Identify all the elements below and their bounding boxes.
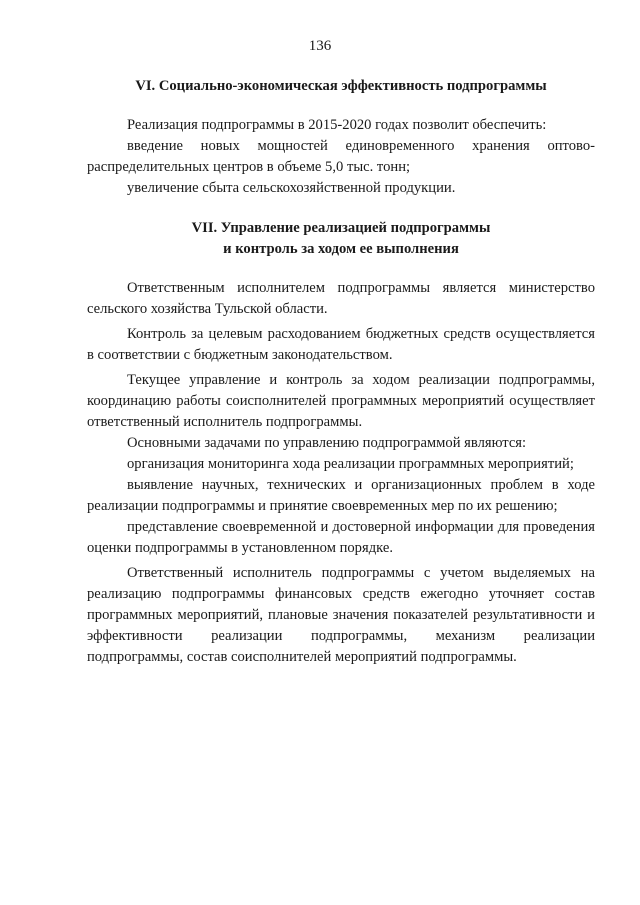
section-7-heading-line-2: и контроль за ходом ее выполнения bbox=[223, 241, 459, 257]
section-7-paragraph-5: организация мониторинга хода реализации программных мероприятий; bbox=[127, 456, 574, 472]
page-content bbox=[87, 76, 595, 668]
section-7-paragraph-4: Основными задачами по управлению подпрограммой являются: bbox=[127, 435, 527, 451]
section-7-paragraph-3: Текущее управление и контроль за ходом реализации подпрограммы, координацию работы соисполнителей программных мероприятий осуществляет ответственный исполнитель подпрограммы. bbox=[87, 372, 595, 430]
section-6-heading: VI. Социально-экономическая эффективность подпрограммы bbox=[135, 78, 547, 94]
section-7-paragraph-8: Ответственный исполнитель подпрограммы с учетом выделяемых на реализацию подпрограммы финансовых средств ежегодно уточняет состав программных мероприятий, плановые значения показателей результативности и эффективности реализации подпрограммы, механизм реализации подпрограммы, состав соисполнителей мероприятий подпрограммы. bbox=[87, 565, 595, 665]
page-number: 136 bbox=[308, 38, 332, 54]
section-7-paragraph-6: выявление научных, технических и организационных проблем в ходе реализации подпрограммы и принятие своевременных мер по их решению; bbox=[87, 477, 595, 514]
section-7-heading-line-1: VII. Управление реализацией подпрограммы bbox=[191, 220, 491, 236]
section-7-heading bbox=[87, 218, 595, 260]
section-7-paragraph-7: представление своевременной и достоверной информации для проведения оценки подпрограммы в установленном порядке. bbox=[87, 519, 595, 556]
section-6-paragraph-1: Реализация подпрограммы в 2015-2020 годах позволит обеспечить: bbox=[127, 117, 547, 133]
section-6-paragraph-3: увеличение сбыта сельскохозяйственной продукции. bbox=[127, 180, 456, 196]
section-7-paragraph-2: Контроль за целевым расходованием бюджетных средств осуществляется в соответствии с бюджетным законодательством. bbox=[87, 326, 595, 363]
section-7-paragraph-1: Ответственным исполнителем подпрограммы является министерство сельского хозяйства Тульской области. bbox=[87, 280, 595, 317]
section-6-paragraph-2: введение новых мощностей единовременного хранения оптово-распределительных центров в объеме 5,0 тыс. тонн; bbox=[87, 138, 595, 175]
